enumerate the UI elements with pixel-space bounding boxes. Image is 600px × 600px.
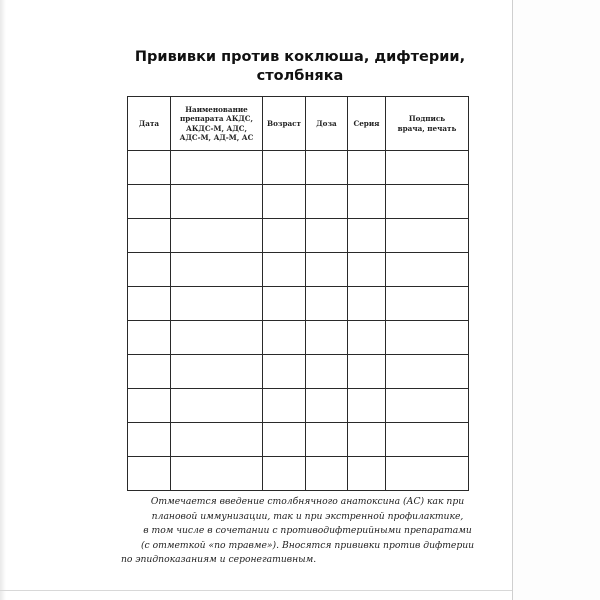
table-row xyxy=(128,185,469,219)
cell-preparation-name xyxy=(171,219,263,253)
cell-date xyxy=(128,219,171,253)
cell-age xyxy=(263,287,306,321)
footnote-line: в том числе в сочетании с противодифтерийными препаратами xyxy=(143,525,472,536)
cell-dose xyxy=(306,151,348,185)
cell-dose xyxy=(306,423,348,457)
table-row xyxy=(128,287,469,321)
title-line: столбняка xyxy=(256,68,344,84)
cell-doctor-signature xyxy=(386,219,469,253)
cell-dose xyxy=(306,321,348,355)
cell-dose xyxy=(306,389,348,423)
scan-margin-right xyxy=(513,0,600,600)
title-line: Прививки против коклюша, дифтерии, xyxy=(134,49,466,65)
cell-age xyxy=(263,389,306,423)
table-row xyxy=(128,151,469,185)
cell-series xyxy=(348,287,386,321)
cell-age xyxy=(263,185,306,219)
cell-doctor-signature xyxy=(386,423,469,457)
cell-series xyxy=(348,389,386,423)
cell-preparation-name xyxy=(171,287,263,321)
cell-preparation-name xyxy=(171,185,263,219)
cell-date xyxy=(128,423,171,457)
cell-age xyxy=(263,151,306,185)
cell-doctor-signature xyxy=(386,321,469,355)
cell-doctor-signature xyxy=(386,185,469,219)
cell-series xyxy=(348,253,386,287)
cell-preparation-name xyxy=(171,253,263,287)
header-age: Возраст xyxy=(263,97,306,151)
cell-preparation-name xyxy=(171,151,263,185)
cell-preparation-name xyxy=(171,321,263,355)
table-row xyxy=(128,321,469,355)
cell-date xyxy=(128,321,171,355)
cell-doctor-signature xyxy=(386,287,469,321)
cell-age xyxy=(263,253,306,287)
vaccination-table xyxy=(127,96,469,491)
cell-preparation-name xyxy=(171,389,263,423)
cell-preparation-name xyxy=(171,457,263,491)
cell-doctor-signature xyxy=(386,253,469,287)
page-title xyxy=(110,48,490,86)
cell-doctor-signature xyxy=(386,389,469,423)
cell-age xyxy=(263,321,306,355)
table-row xyxy=(128,253,469,287)
footnote-line: плановой иммунизации, так и при экстренной профилактике, xyxy=(151,510,464,522)
cell-date xyxy=(128,457,171,491)
cell-doctor-signature xyxy=(386,355,469,389)
header-preparation-name: Наименование препарата АКДС, АКДС-М, АДС, АДС-М, АД-М, АС xyxy=(171,97,263,151)
table-header-row xyxy=(128,97,469,151)
footnote-line: Отмечается введение столбнячного анатоксина (АС) как при xyxy=(150,496,465,507)
cell-series xyxy=(348,457,386,491)
header-series: Серия xyxy=(348,97,386,151)
cell-preparation-name xyxy=(171,423,263,457)
header-dose: Доза xyxy=(306,97,348,151)
header-date: Дата xyxy=(128,97,171,151)
scan-edge-left xyxy=(0,0,6,600)
cell-age xyxy=(263,457,306,491)
table-row xyxy=(128,355,469,389)
footnote-line: (с отметкой «по травме»). Вносятся прививки против дифтерии xyxy=(140,539,475,551)
table-body xyxy=(128,151,469,491)
cell-series xyxy=(348,321,386,355)
cell-series xyxy=(348,355,386,389)
cell-date xyxy=(128,253,171,287)
table-row xyxy=(128,457,469,491)
cell-doctor-signature xyxy=(386,151,469,185)
cell-doctor-signature xyxy=(386,457,469,491)
page-border-bottom xyxy=(0,590,512,591)
footnote-line: по эпидпоказаниям и серонегативным. xyxy=(121,554,317,565)
cell-age xyxy=(263,423,306,457)
table-row xyxy=(128,423,469,457)
header-doctor-signature: Подпись врача, печать xyxy=(386,97,469,151)
cell-series xyxy=(348,185,386,219)
page-border-right xyxy=(512,0,513,600)
cell-dose xyxy=(306,457,348,491)
cell-dose xyxy=(306,219,348,253)
cell-dose xyxy=(306,253,348,287)
cell-series xyxy=(348,151,386,185)
cell-date xyxy=(128,355,171,389)
cell-dose xyxy=(306,355,348,389)
cell-date xyxy=(128,185,171,219)
table-row xyxy=(128,389,469,423)
footnote xyxy=(116,495,499,568)
cell-dose xyxy=(306,185,348,219)
cell-date xyxy=(128,287,171,321)
table-row xyxy=(128,219,469,253)
cell-series xyxy=(348,423,386,457)
cell-date xyxy=(128,151,171,185)
cell-age xyxy=(263,219,306,253)
cell-dose xyxy=(306,287,348,321)
cell-preparation-name xyxy=(171,355,263,389)
cell-series xyxy=(348,219,386,253)
cell-age xyxy=(263,355,306,389)
cell-date xyxy=(128,389,171,423)
